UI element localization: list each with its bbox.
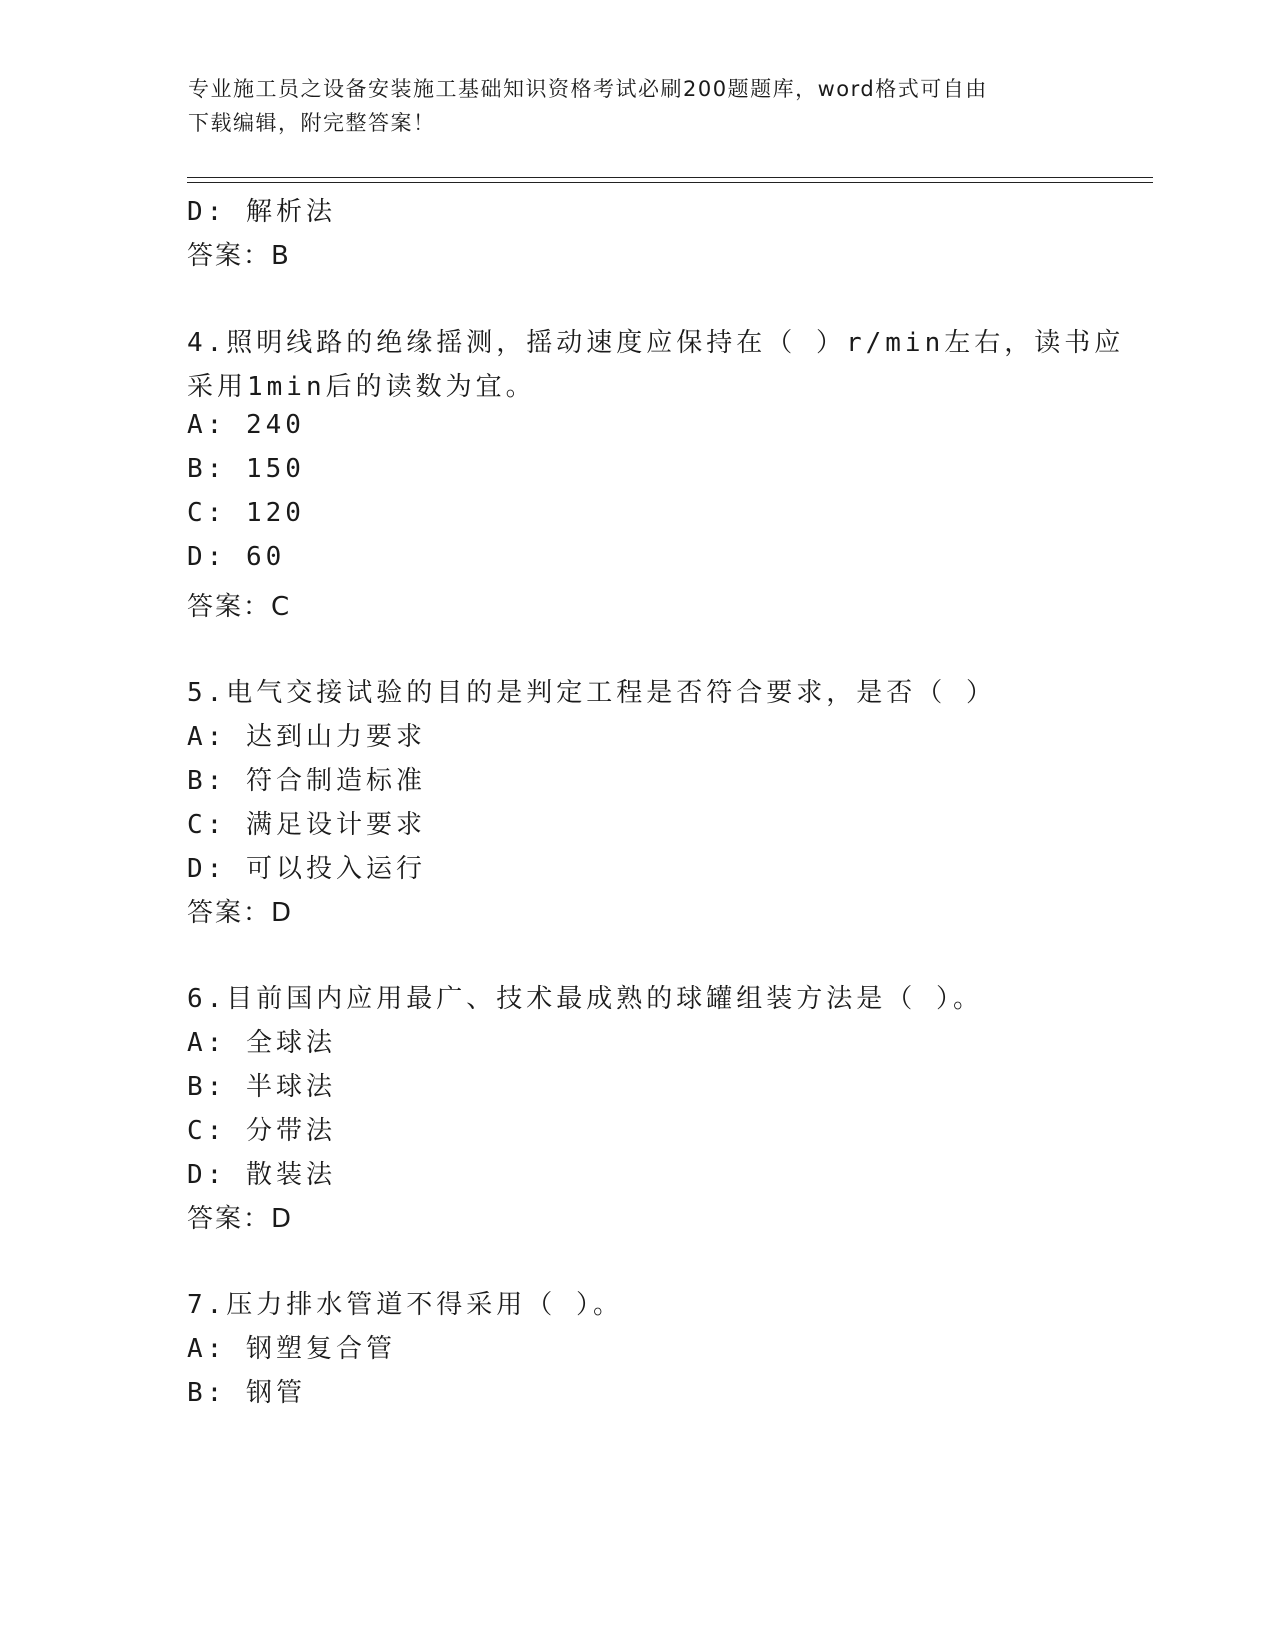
header-divider-top bbox=[187, 177, 1153, 178]
q6-option-d: D: 散装法 bbox=[187, 1160, 336, 1190]
q6-answer: 答案：D bbox=[187, 1204, 294, 1234]
header-line-1: 专业施工员之设备安装施工基础知识资格考试必刷200题题库，word格式可自由 bbox=[188, 77, 988, 101]
q5-option-d: D: 可以投入运行 bbox=[187, 854, 426, 884]
q4-question-line-2: 采用1min后的读数为宜。 bbox=[187, 372, 536, 402]
q5-option-a: A: 达到山力要求 bbox=[187, 722, 426, 752]
q6-option-c: C: 分带法 bbox=[187, 1116, 336, 1146]
q4-option-b: B: 150 bbox=[187, 454, 305, 484]
q5-option-c: C: 满足设计要求 bbox=[187, 810, 426, 840]
q6-question: 6.目前国内应用最广、技术最成熟的球罐组装方法是（ ）。 bbox=[187, 984, 983, 1014]
q7-option-b: B: 钢管 bbox=[187, 1378, 306, 1408]
header-divider-bottom bbox=[187, 182, 1153, 183]
q7-question: 7.压力排水管道不得采用（ ）。 bbox=[187, 1290, 623, 1320]
q4-answer: 答案：C bbox=[187, 592, 292, 622]
header-line-2: 下载编辑，附完整答案！ bbox=[188, 111, 436, 135]
q6-option-b: B: 半球法 bbox=[187, 1072, 336, 1102]
q5-option-b: B: 符合制造标准 bbox=[187, 766, 426, 796]
q4-option-c: C: 120 bbox=[187, 498, 305, 528]
q3-answer: 答案：B bbox=[187, 241, 291, 271]
q3-option-d: D: 解析法 bbox=[187, 197, 336, 227]
q4-question-line-1: 4.照明线路的绝缘摇测，摇动速度应保持在（ ）r/min左右，读书应 bbox=[187, 328, 1125, 358]
document-header bbox=[188, 72, 1068, 140]
q5-answer: 答案：D bbox=[187, 898, 294, 928]
q5-question: 5.电气交接试验的目的是判定工程是否符合要求，是否（ ） bbox=[187, 678, 996, 708]
q4-option-a: A: 240 bbox=[187, 410, 305, 440]
q4-option-d: D: 60 bbox=[187, 542, 286, 572]
q7-option-a: A: 钢塑复合管 bbox=[187, 1334, 396, 1364]
q6-option-a: A: 全球法 bbox=[187, 1028, 336, 1058]
